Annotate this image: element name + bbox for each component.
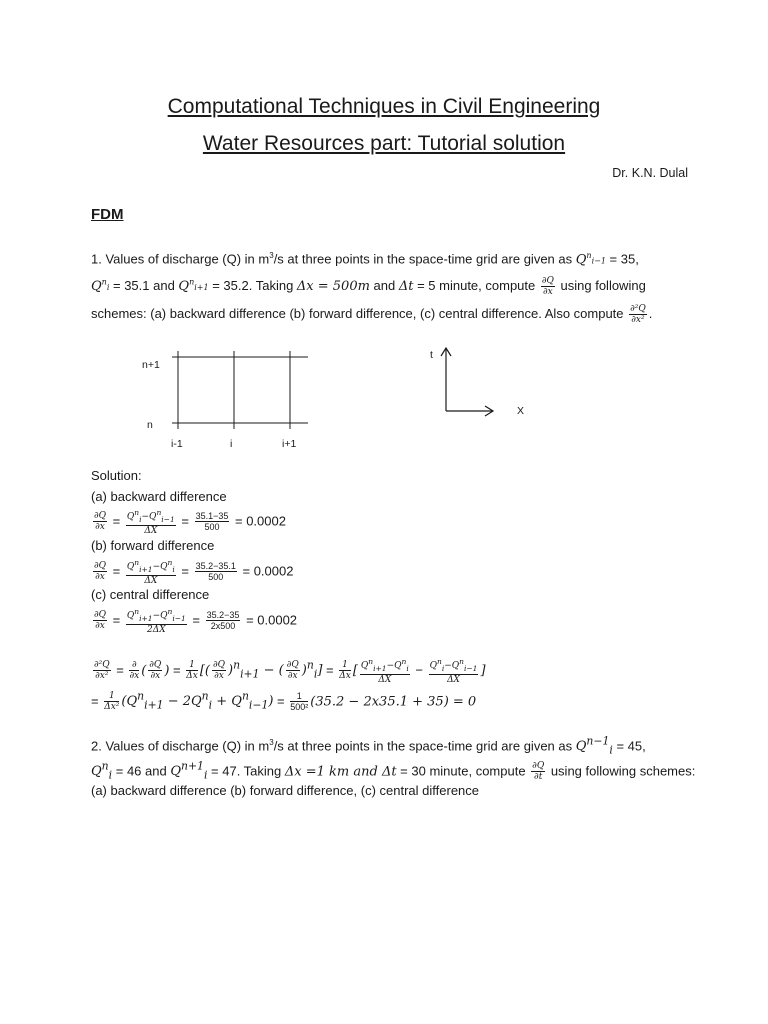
grid-col-label: i-1 (171, 438, 183, 450)
section-heading: FDM (91, 206, 124, 223)
grid-col-label: i (230, 438, 233, 450)
page-title: Computational Techniques in Civil Engineering (167, 95, 601, 118)
q1-line-2: $Q^ni = 35.1$ and $Q^ni+1 = 35.2$. Taking Δx = 500m and Δt = 5 minute, compute $\frac{\partial Q}{\partial x}$ using following (91, 276, 646, 297)
space-time-grid (130, 345, 550, 455)
q2-line-1: 2. Values of discharge (Q) in $m^3/s$ at three points in the space-time grid are given as $Q^{n-1}_i = 45$, (91, 735, 646, 757)
q1-line-3: schemes: (a) backward difference (b) forward difference, (c) central difference. Also compute $\frac{\text{∂²Q}}{\text{∂x²}}$ . (91, 304, 653, 325)
grid-row-top-label: n+1 (142, 359, 160, 371)
forward-equation: $\frac{\partial Q}{\partial x}$ = $\frac{Q^n_{i+1}-Q^n_i}{\Delta X}$ = $\frac{35.2-35.1}{500}$ = 0.0002 (94, 558, 294, 586)
q2-line-2: $Q^n_i = 46$ and $Q^{n+1}_i = 47$. Taking Δx =1 km and Δt = 30 minute, compute $\frac{\partial Q}{\partial t}$ using following schemes: (91, 760, 696, 783)
solution-label: Solution: (91, 468, 142, 483)
axis-t-label: t (430, 349, 433, 361)
forward-label: (b) forward difference (91, 538, 215, 553)
page-subtitle: Water Resources part: Tutorial solution (202, 132, 566, 155)
axis-x-label: X (517, 405, 525, 417)
second-derivative-line-1: $\frac{\text{∂²Q}}{\text{∂x²}}$ = $\frac{\partial}{\partial x}$ ( $\frac{\partial Q}{\partial x}$ ) = $\frac{1}{\Delta x}$ [( $\frac{\partial Q}{\partial x}$ )$^n_{i+1}$ − ( $\frac{\partial Q}{\partial x}$ )$^n_i$] = $\frac{1}{\Delta x}$ [ $\frac{Q^n_{i+1}-Q^n_i}{\Delta X}$ − $\frac{Q^n_i-Q^n_{i-1}}{\Delta X}$ ] (94, 657, 486, 685)
central-equation: $\frac{\partial Q}{\partial x}$ = $\frac{Q^n_{i+1}-Q^n_{i-1}}{2\Delta X}$ = $\frac{35.2-35}{2x500}$ = 0.0002 (94, 607, 298, 635)
author: Dr. K.N. Dulal (612, 166, 688, 180)
backward-equation: $\frac{\partial Q}{\partial x}$ = $\frac{Q^n_i-Q^n_{i-1}}{\Delta X}$ = $\frac{35.1-35}{500}$ = 0.0002 (94, 508, 286, 536)
central-label: (c) central difference (91, 587, 210, 602)
grid-col-label: i+1 (282, 438, 297, 450)
second-derivative-line-2: = $\frac{1}{\text{Δx²}}$ $(Q^n_{i+1} - 2Q^n_i + Q^n_{i-1})$ = $\frac{1}{\text{500²}}$ (35.2 − 2x35.1 + 35) = 0 (91, 690, 477, 713)
backward-label: (a) backward difference (91, 489, 227, 504)
q1-line-1: 1. Values of discharge (Q) in $m^3/s$ at three points in the space-time grid are given as $Q^ni-1 = 35$, (91, 251, 639, 268)
grid-row-bottom-label: n (147, 419, 153, 431)
q2-line-3: (a) backward difference (b) forward difference, (c) central difference (91, 783, 480, 798)
